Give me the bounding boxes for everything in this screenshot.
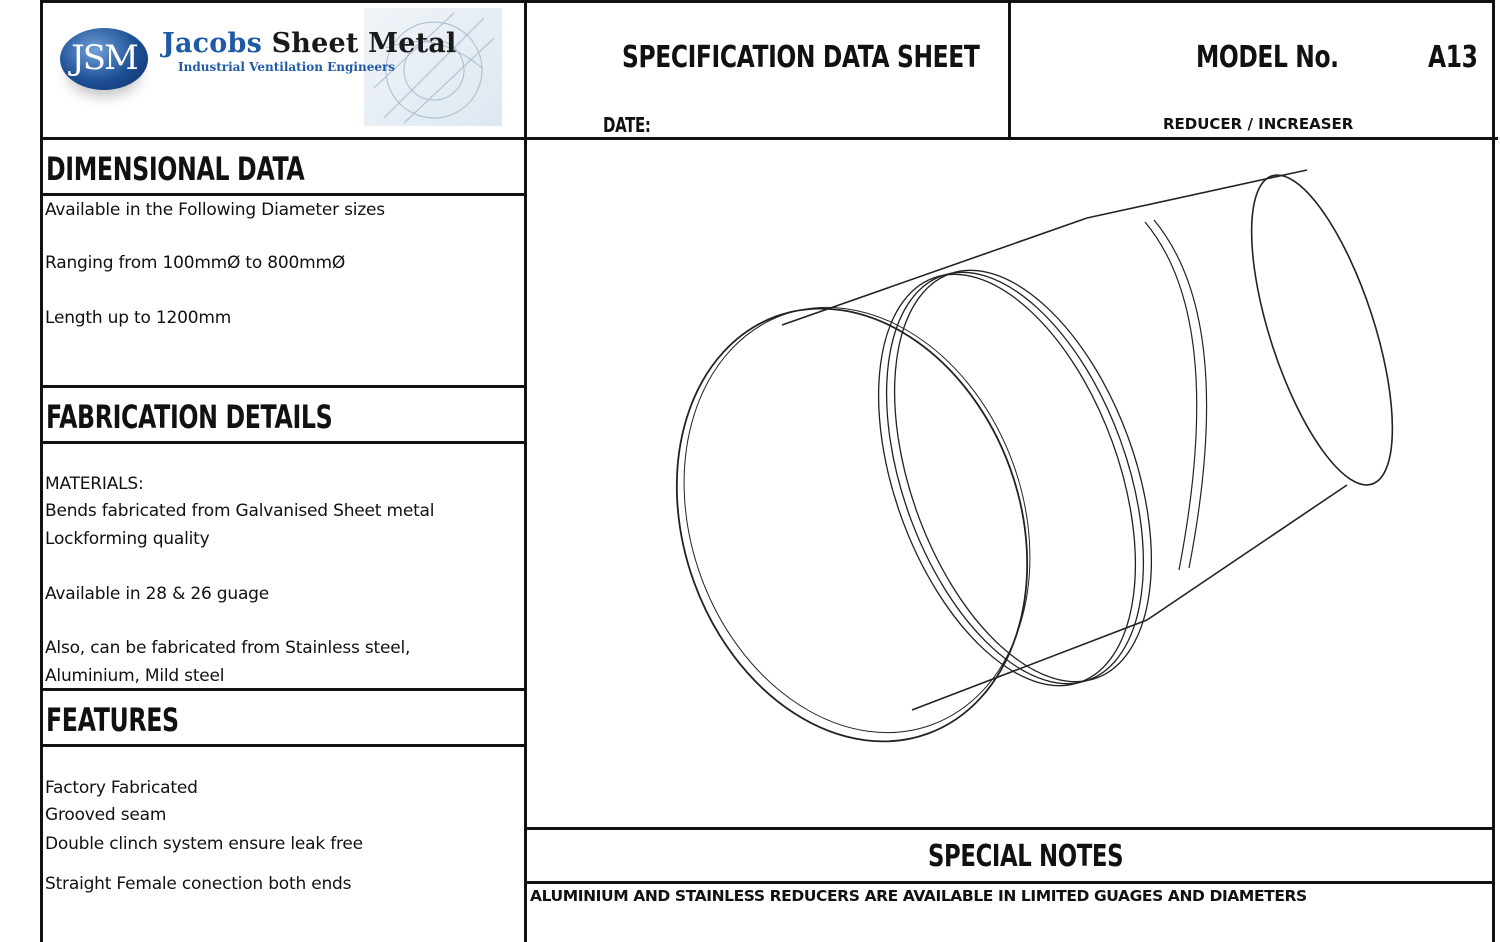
product-name: REDUCER / INCREASER	[1163, 115, 1354, 133]
logo-title	[162, 28, 456, 59]
fabrication-heading: FABRICATION DETAILS	[46, 398, 333, 436]
header-divider	[1008, 0, 1011, 140]
fabrication-heading-rule	[40, 441, 527, 444]
features-line-2: Grooved seam	[45, 805, 167, 825]
dimensional-line-2: Ranging from 100mmØ to 800mmØ	[45, 253, 346, 273]
large-end-opening	[618, 259, 1086, 791]
model-value: A13	[1428, 40, 1478, 75]
small-end-rim	[1222, 160, 1421, 500]
model-label: MODEL No.	[1196, 40, 1339, 75]
dimensional-heading: DIMENSIONAL DATA	[46, 150, 305, 188]
fabrication-line-1: MATERIALS:	[45, 474, 144, 494]
features-line-1: Factory Fabricated	[45, 778, 198, 798]
small-groove-1	[1145, 222, 1197, 570]
fabrication-line-4: Available in 28 & 26 guage	[45, 584, 270, 604]
dimensional-heading-rule	[40, 193, 527, 196]
features-line-3: Double clinch system ensure leak free	[45, 834, 363, 854]
fabrication-line-3: Lockforming quality	[45, 529, 210, 549]
fabrication-line-5: Also, can be fabricated from Stainless steel,	[45, 638, 411, 658]
date-label: DATE:	[603, 113, 651, 137]
notes-heading: SPECIAL NOTES	[928, 839, 1124, 874]
jsm-badge-text: JSM	[71, 38, 137, 78]
notes-text: ALUMINIUM AND STAINLESS REDUCERS ARE AVAILABLE IN LIMITED GUAGES AND DIAMETERS	[530, 887, 1307, 905]
fabrication-line-6: Aluminium, Mild steel	[45, 666, 225, 686]
dimensional-line-1: Available in the Following Diameter sizes	[45, 200, 385, 220]
small-groove-2	[1154, 220, 1207, 568]
notes-heading-rule	[524, 881, 1495, 884]
small-bottom-edge	[1147, 485, 1347, 620]
fabrication-line-2: Bends fabricated from Galvanised Sheet metal	[45, 501, 435, 521]
logo-title-part2: Sheet Metal	[271, 28, 457, 59]
large-end-inner-rim	[626, 258, 1087, 781]
features-heading-rule	[40, 744, 527, 747]
sheet-title: SPECIFICATION DATA SHEET	[622, 40, 980, 75]
jsm-badge	[60, 28, 148, 90]
features-line-4: Straight Female conection both ends	[45, 874, 352, 894]
logo-subtitle: Industrial Ventilation Engineers	[178, 60, 396, 74]
dimensional-line-3: Length up to 1200mm	[45, 308, 232, 328]
fabrication-top-rule	[40, 385, 527, 388]
small-top-edge	[1087, 170, 1307, 218]
logo-title-part1: Jacobs	[162, 28, 262, 59]
notes-top-rule	[524, 827, 1495, 830]
reducer-drawing	[527, 140, 1493, 827]
features-heading: FEATURES	[46, 701, 179, 739]
